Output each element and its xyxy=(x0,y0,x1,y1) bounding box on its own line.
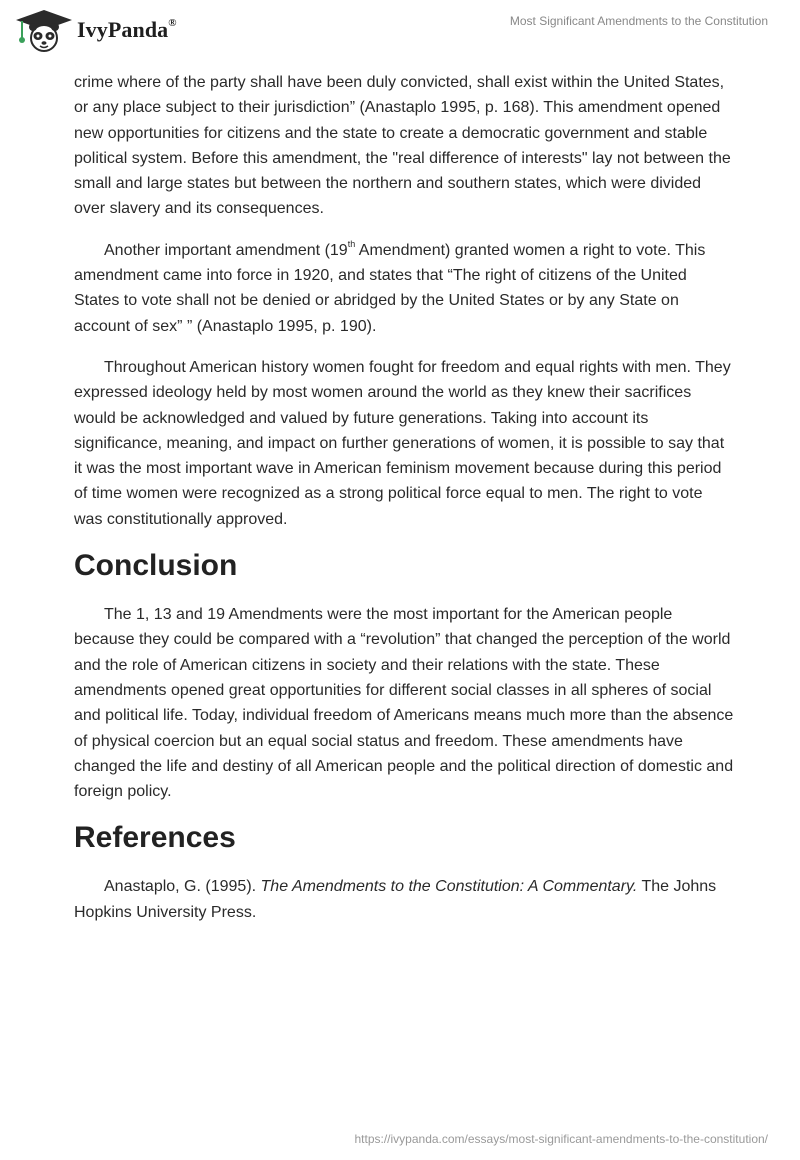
reference-author: Anastaplo, G. (1995). xyxy=(104,878,261,896)
paragraph-3: Throughout American history women fought for freedom and equal rights with men. They expressed ideology held by most women around the world as they knew their sacrifices would be acknowledged and valued by future generations. Taking into account its significance, meaning, and impact on further generations of women, it is possible to say that it was the most important wave in American feminism movement because during this period of time women were recognized as a strong political force equal to men. The right to vote was constitutionally approved. xyxy=(74,358,731,528)
panda-icon xyxy=(14,8,74,52)
conclusion-paragraph: The 1, 13 and 19 Amendments were the most important for the American people because they could be compared with a “revolution” that changed the perception of the world and the role of American citizens in society and their relations with the state. These amendments opened great opportunities for different social classes in all spheres of social and political life. Today, individual freedom of Americans means much more than the absence of physical coercion but an equal social status and freedom. These amendments have changed the life and destiny of all American people and the political direction of domestic and foreign policy. xyxy=(74,606,734,801)
reference-title: The Amendments to the Constitution: A Commentary. xyxy=(260,878,638,896)
reference-entry xyxy=(74,874,734,925)
document-title: Most Significant Amendments to the Constitution xyxy=(509,14,768,28)
conclusion-heading: Conclusion xyxy=(74,549,238,583)
brand-text: IvyPanda xyxy=(77,17,169,42)
paragraph-2-part-b: Amendment) granted women a right to vote. This amendment came into force in 1920, and states that “The right of citizens of the United States to vote shall not be denied or abridged by the United States or by any State on account of sex” ” (Anastaplo 1995, p. 190). xyxy=(74,241,706,335)
registered-mark: ® xyxy=(168,16,177,29)
paragraph-2 xyxy=(74,238,734,339)
ivypanda-logo[interactable] xyxy=(14,8,177,52)
reference-publisher: The Johns Hopkins University Press. xyxy=(74,878,717,921)
paragraph-2-part-a: Another important amendment (19 xyxy=(104,241,348,259)
source-url[interactable]: https://ivypanda.com/essays/most-significant-amendments-to-the-constitution/ xyxy=(354,1132,768,1146)
references-heading: References xyxy=(74,821,236,855)
paragraph-1: crime where of the party shall have been duly convicted, shall exist within the United States, or any place subject to their jurisdiction” (Anastaplo 1995, p. 168). This amendment opened new opportunities for citizens and the state to create a democratic government and stable political system. Before this amendment, the "real difference of interests" lay not between the small and large states but between the northern and southern states, which were divided over slavery and its consequences. xyxy=(74,74,731,218)
brand-name xyxy=(77,17,177,43)
ordinal-superscript: th xyxy=(347,239,356,250)
essay-content xyxy=(74,70,734,941)
page-header xyxy=(0,0,800,60)
